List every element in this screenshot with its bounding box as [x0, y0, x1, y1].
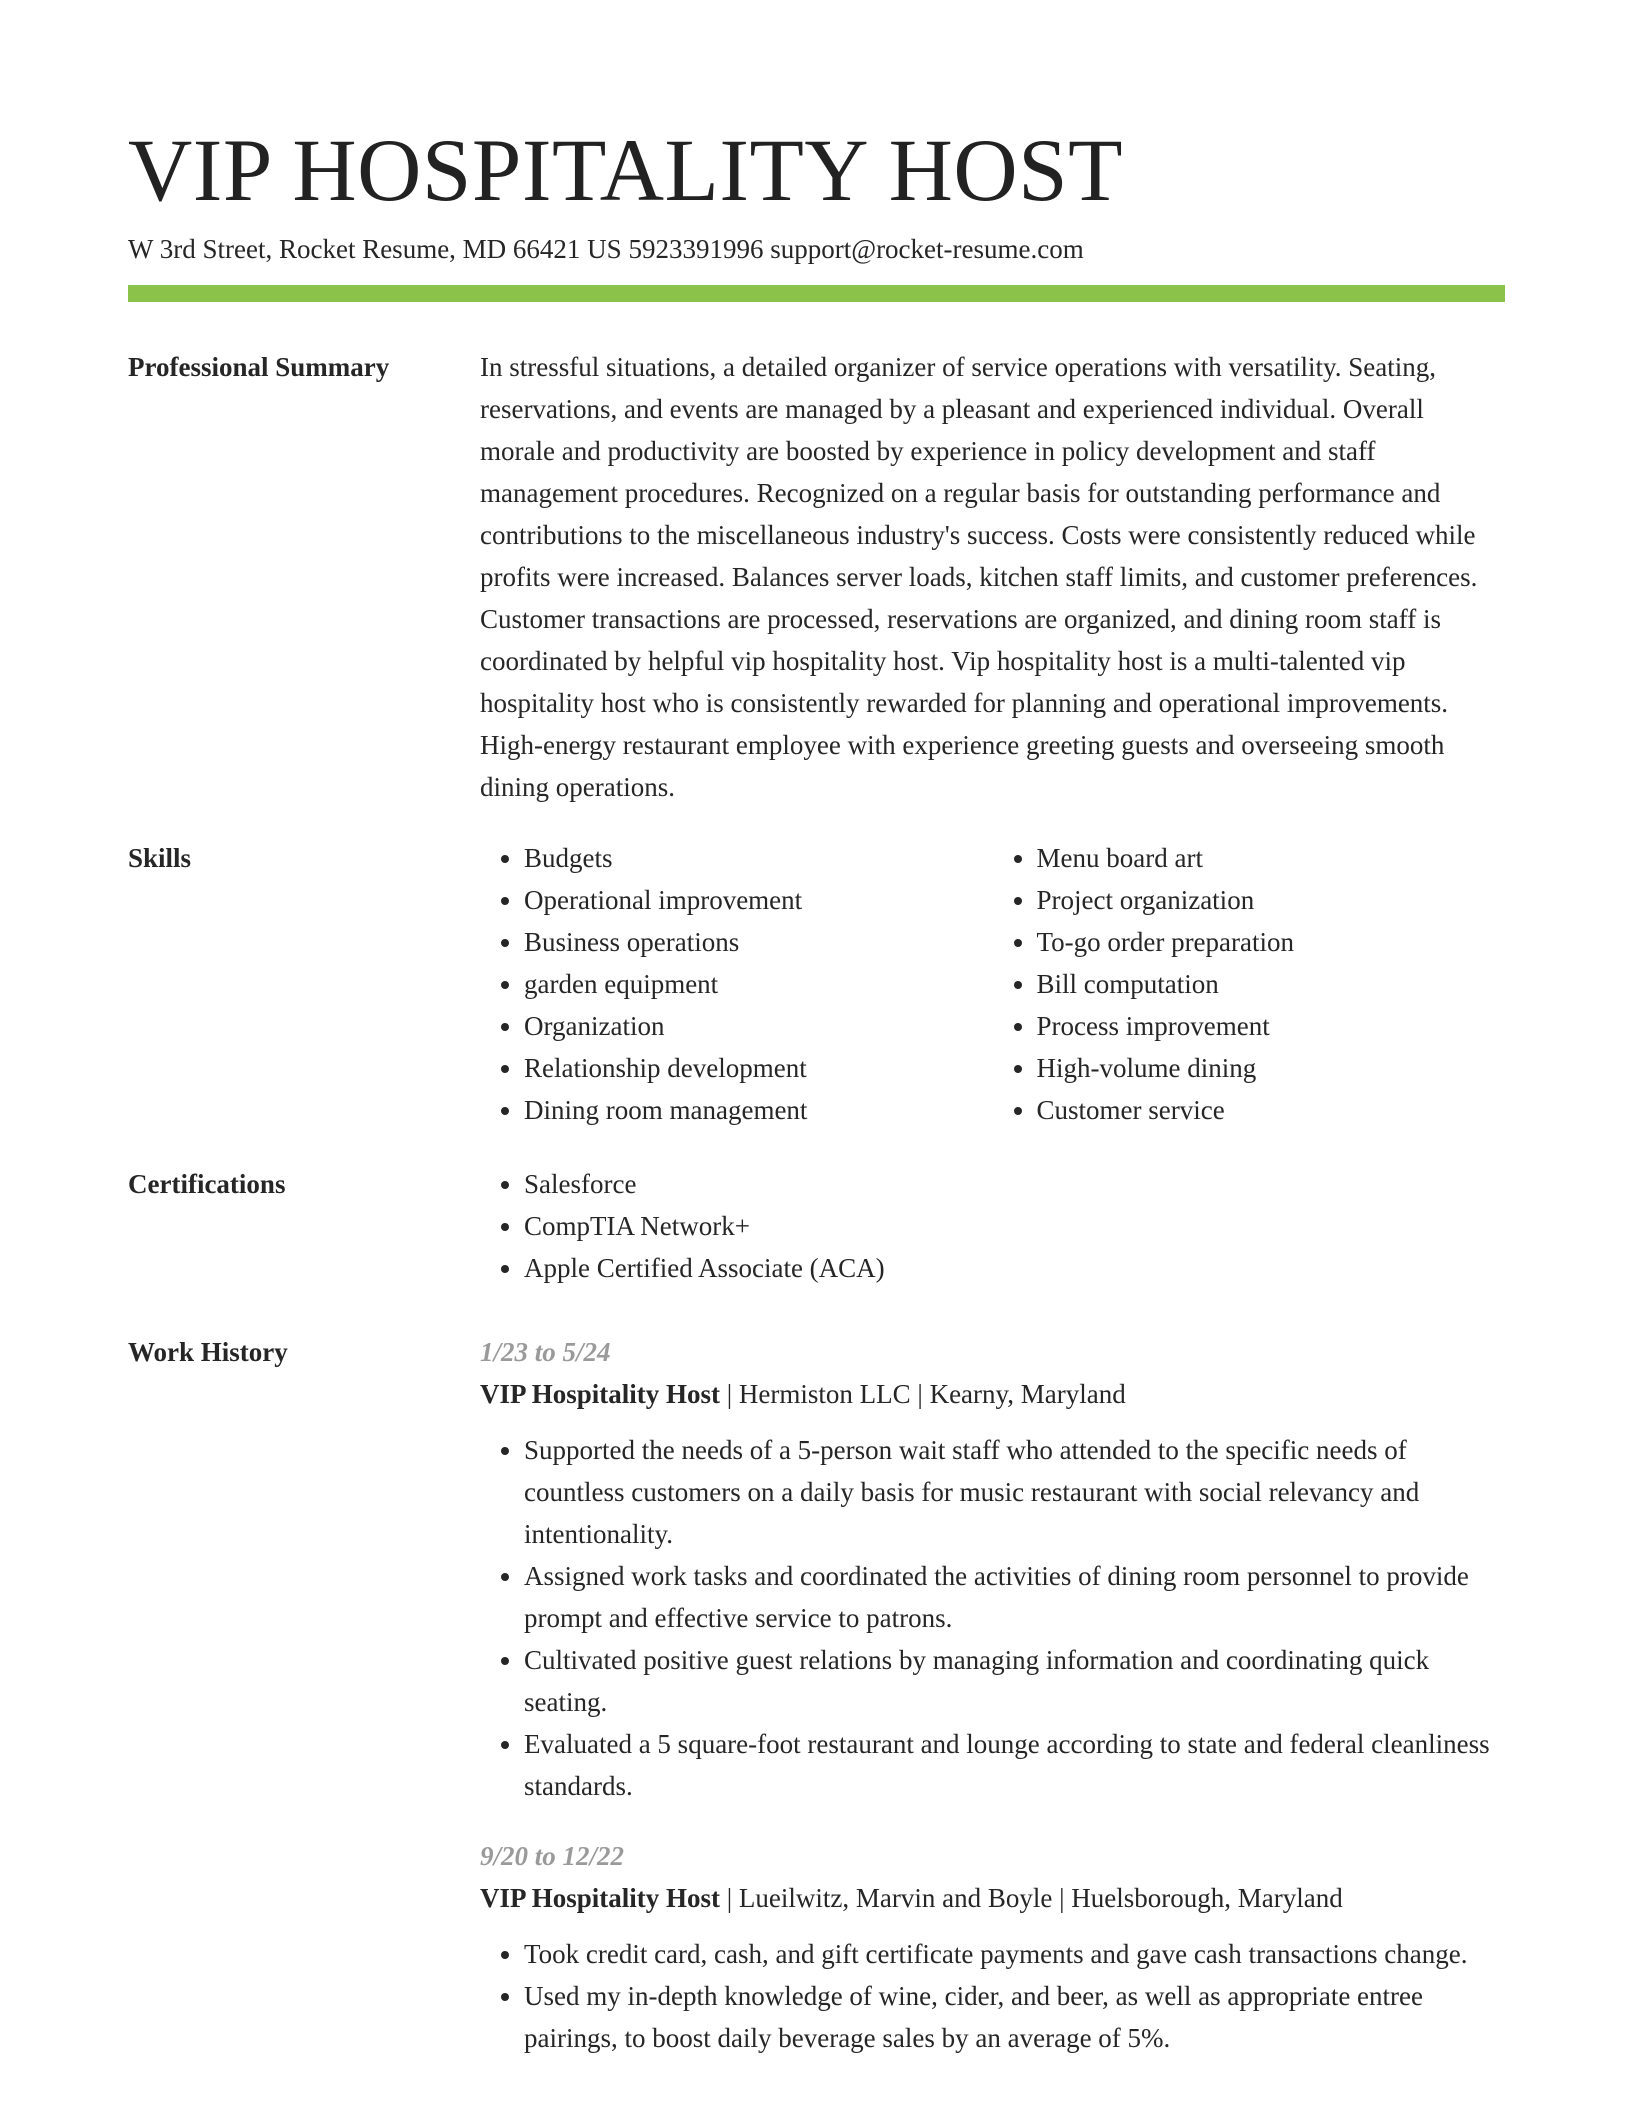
job-bullet: • Evaluated a 5 square-foot restaurant and lounge according to state and federal cleanliness standards. — [524, 1723, 1505, 1807]
skill-item: • Operational improvement — [524, 879, 993, 921]
certifications-body — [480, 1163, 1505, 1289]
skill-item: • Menu board art — [1037, 837, 1506, 879]
skill-item: • Relationship development — [524, 1047, 993, 1089]
job-bullet: • Used my in-depth knowledge of wine, cider, and beer, as well as appropriate entree pairings, to boost daily beverage sales by an average of 5%. — [524, 1975, 1505, 2059]
summary-label: Professional Summary — [128, 352, 390, 382]
job-bullets — [480, 1429, 1505, 1807]
job-entry — [480, 1835, 1505, 2059]
job-dates: 1/23 to 5/24 — [480, 1337, 611, 1367]
certification-item: • Apple Certified Associate (ACA) — [524, 1247, 1505, 1289]
certifications-list — [480, 1163, 1505, 1289]
job-bullets — [480, 1933, 1505, 2059]
job-title: VIP Hospitality Host — [480, 1379, 721, 1409]
skill-item: • Project organization — [1037, 879, 1506, 921]
skill-item: • Customer service — [1037, 1089, 1506, 1131]
skills-list-left — [480, 837, 993, 1131]
resume-title: VIP HOSPITALITY HOST — [128, 122, 1124, 220]
skill-item: • Dining room management — [524, 1089, 993, 1131]
job-bullet: • Took credit card, cash, and gift certificate payments and gave cash transactions change. — [524, 1933, 1505, 1975]
job-title: VIP Hospitality Host — [480, 1883, 721, 1913]
header-divider — [128, 285, 1505, 302]
job-heading — [480, 1877, 1505, 1919]
skill-item: • To-go order preparation — [1037, 921, 1506, 963]
skill-item: • Budgets — [524, 837, 993, 879]
contact-info: W 3rd Street, Rocket Resume, MD 66421 US 5923391996 support@rocket-resume.com — [128, 234, 1084, 264]
job-bullet: • Supported the needs of a 5-person wait staff who attended to the specific needs of countless customers on a daily basis for music restaurant with social relevancy and intentionality. — [524, 1429, 1505, 1555]
certifications-label: Certifications — [128, 1169, 286, 1199]
certification-item: • Salesforce — [524, 1163, 1505, 1205]
job-heading — [480, 1373, 1505, 1415]
job-bullet: • Assigned work tasks and coordinated the activities of dining room personnel to provide prompt and effective service to patrons. — [524, 1555, 1505, 1639]
skill-item: • Organization — [524, 1005, 993, 1047]
job-bullet: • Cultivated positive guest relations by managing information and coordinating quick seating. — [524, 1639, 1505, 1723]
skill-item: • High-volume dining — [1037, 1047, 1506, 1089]
skill-item: • Bill computation — [1037, 963, 1506, 1005]
job-employer-location: | Lueilwitz, Marvin and Boyle | Huelsborough, Maryland — [720, 1883, 1343, 1913]
skills-list-right — [993, 837, 1506, 1131]
skills-label: Skills — [128, 843, 192, 873]
work-history-body — [480, 1331, 1505, 2059]
summary-body — [480, 346, 1505, 808]
job-dates: 9/20 to 12/22 — [480, 1841, 625, 1871]
certification-item: • CompTIA Network+ — [524, 1205, 1505, 1247]
job-employer-location: | Hermiston LLC | Kearny, Maryland — [720, 1379, 1126, 1409]
summary-text: In stressful situations, a detailed organizer of service operations with versatility. Seating, reservations, and events are managed by a pleasant and experienced individual. Overall morale and productivity are boosted by experience in policy development and staff management procedures. Recognized on a regular basis for outstanding performance and contributions to the miscellaneous industry's success. Costs were consistently reduced while profits were increased. Balances server loads, kitchen staff limits, and customer preferences. Customer transactions are processed, reservations are organized, and dining room staff is coordinated by helpful vip hospitality host. Vip hospitality host is a multi-talented vip hospitality host who is consistently rewarded for planning and operational improvements. High-energy restaurant employee with experience greeting guests and overseeing smooth dining operations. — [480, 352, 1478, 802]
skill-item: • Business operations — [524, 921, 993, 963]
skill-item: • Process improvement — [1037, 1005, 1506, 1047]
skills-body — [480, 837, 1505, 1131]
work-history-label: Work History — [128, 1337, 288, 1367]
job-entry — [480, 1331, 1505, 1807]
skill-item: • garden equipment — [524, 963, 993, 1005]
